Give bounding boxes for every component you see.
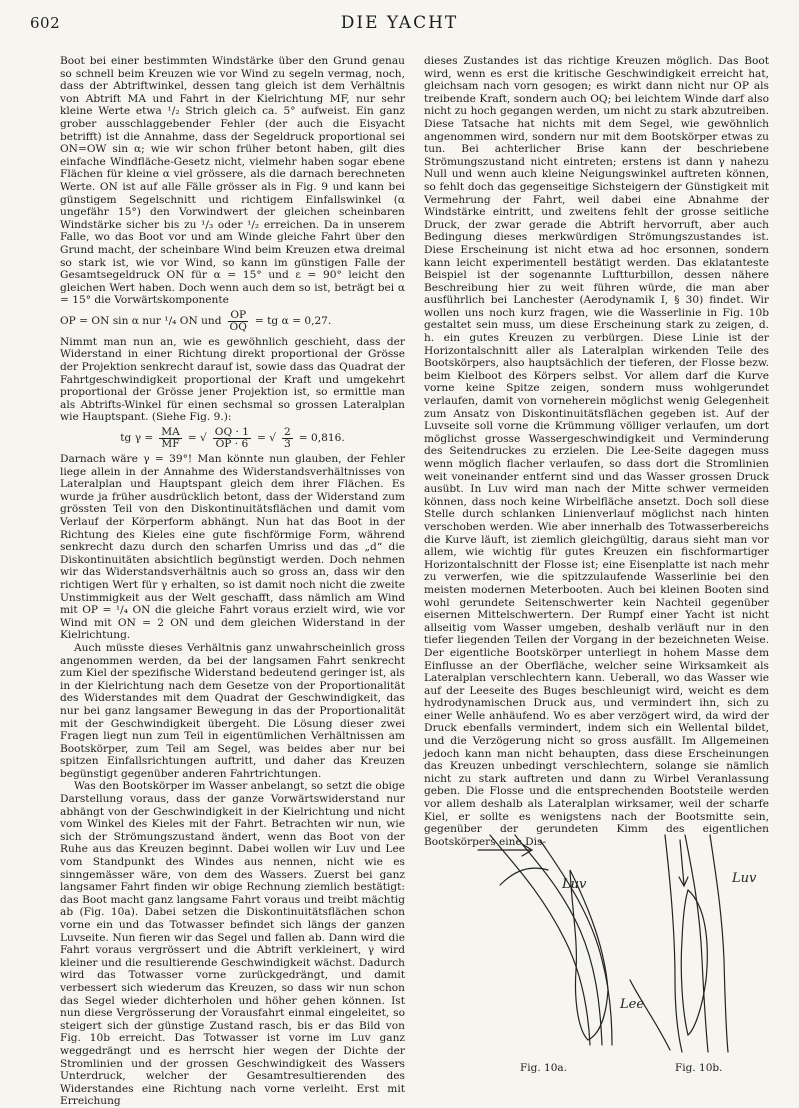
equation-text: = √: [257, 432, 276, 445]
streamline: [710, 835, 728, 1052]
running-head: DIE YACHT: [340, 13, 459, 33]
paragraph: Auch müsste dieses Verhältnis ganz unwahrscheinlich gross angenommen werden, da bei der langsamen Fahrt senkrecht zum Kiel der spezifische Widerstand bedeutend geringer ist, als in der Kielrichtung nach dem Gesetze von der Proportionalität des Widerstandes mit dem Quadrat der Geschwindigkeit, das nur bei ganz langsamer Bewegung in das der Proportionalität mit der Geschwindigkeit übergeht. Die Lösung dieser zwei Fragen liegt nun zum Teil in eigentümlichen Verhältnissen am Bootskörper, zum Teil am Segel, was beides aber nur bei spitzen Einfallsrichtungen auftritt, und daher das Kreuzen begünstigt gegenüber anderen Fahrtrichtungen.: [60, 641, 405, 780]
fraction-numerator: OQ · 1: [214, 426, 249, 439]
equation-text: OP = ON sin α nur ¹/₄ ON und: [60, 315, 222, 328]
streamline: [515, 835, 602, 1045]
fig-10b-drawing: [630, 835, 728, 1052]
caption-fig-10a: Fig. 10a.: [520, 1062, 567, 1074]
equation-fraction: [228, 310, 249, 333]
fraction-denominator: OP · 6: [215, 438, 249, 451]
flow-arrow: [680, 840, 684, 885]
paragraph: dieses Zustandes ist das richtige Kreuzen möglich. Das Boot wird, wenn es erst die kritische Geschwindigkeit erreicht hat, gleichsam nach vorn gesogen; es wirkt dann nicht nur OP als treibende Kraft, sondern auch OQ; bei leichtem Winde darf also nicht zu hoch gegangen werden, um nicht zu stark abzutreiben. Diese Tatsache hat nichts mit dem Segel, wie gewöhnlich angenommen wird, sondern nur mit dem Bootskörper etwas zu tun. Bei achterlicher Brise kann der beschriebene Strömungszustand nicht eintreten; erstens ist dann γ nahezu Null und wenn auch kleine Neigungswinkel auftreten können, so fehlt doch das gegenseitige Sichsteigern der Günstigkeit mit Vermehrung der Fahrt, weil dabei eine Abnahme der Windstärke eintritt, und zweitens fehlt der grosse seitliche Druck, der zwar gerade die Abtrift hervorruft, aber auch Bedingung dieses merkwürdigen Strömungszustandes ist. Diese Erscheinung ist nicht etwa ad hoc ersonnen, sondern kann leicht experimentell bestätigt werden. Das eklatanteste Beispiel ist der sogenannte Luftturbillon, dessen nähere Beschreibung hier zu weit führen würde, die man aber ausführlich bei Lanchester (Aerodynamik I, § 30) findet. Wir wollen uns noch kurz fragen, wie die Wasserlinie in Fig. 10b gestaltet sein muss, um diese Erscheinung stark zu zeigen, d. h. ein gutes Kreuzen zu verbürgen. Diese Linie ist der Horizontalschnitt aller als Lateralplan wirkenden Teile des Bootskörpers, also hauptsächlich der tieferen, der Flosse bezw. beim Kielboot des Körpers selbst. Vor allem darf die Kurve vorne keine Spitze zeigen, sondern muss wohlgerundet verlaufen, damit von vorneherein möglichst wenig Gelegenheit zum Ansatz von Diskontinuitätsflächen gegeben ist. Auf der Luvseite soll vorne die Krümmung völliger verlaufen, um dort möglichst grosse Wassergeschwindigkeit und Verminderung des Seitendruckes zu erzielen. Die Lee-Seite dagegen muss wenn möglich flacher verlaufen, so dass dort die Stromlinien weit voneinander entfernt sind und das Wasser grossen Druck ausübt. In Luv wird man nach der Mitte schwer vermeiden können, dass noch keine Wirbelfläche ansetzt. Doch soll diese Stelle durch schlanken Linienverlauf möglichst nach hinten verschoben werden. Wie aber innerhalb des Totwasserbereichs die Kurve läuft, ist ziemlich gleichgültig, daraus sieht man vor allem, wie wichtig für gutes Kreuzen ein fischformartiger Horizontalschnitt der Flosse ist; eine Eisenplatte ist nach mehr zu verwerfen, wie die spitzzulaufende Wasserlinie bei den meisten modernen Meterbooten. Auch bei kleinen Booten sind wohl gerundete Seitenschwerter kein Nachteil gegenüber eisernen Mittelschwertern. Der Rumpf einer Yacht ist nicht allseitig vom Wasser umgeben, deshalb verläuft nur in den tiefer liegenden Teilen der Vorgang in der bezeichneten Weise. Der eigentliche Bootskörper unterliegt in hohem Masse dem Einflusse an der Oberfläche, welcher seine Wirksamkeit als Lateralplan verschlechtern kann. Ueberall, wo das Wasser wie auf der Leeseite des Buges beschleunigt wird, weicht es dem hydrodynamischen Druck aus, und vermindert ihn, sich zu einer Welle anhäufend. Wo es aber verzögert wird, da wird der Druck ebenfalls vermindert, indem sich ein Wellental bildet, und die Verzögerung nicht so gross ausfällt. Im Allgemeinen jedoch kann man nicht behaupten, dass diese Erscheinungen das Kreuzen unbedingt verschlechtern, solange sie nämlich nicht zu stark auftreten und dann zu Wirbel Veranlassung geben. Die Flosse und die entsprechenden Bootsteile werden vor allem deshalb als Lateralplan wirksamer, weil der scharfe Kiel, er sollte es wenigstens nach der Bootsmitte sein, gegenüber der gerundeten Kimm des eigentlichen Bootskörpers eine Dis-: [424, 55, 769, 848]
equation-fraction: [213, 427, 251, 450]
fraction-numerator: MA: [161, 426, 180, 439]
equation-fraction: [159, 427, 182, 450]
page-number: 602: [30, 14, 61, 32]
label-luv-b: Luv: [732, 871, 757, 886]
fraction-numerator: 2: [284, 426, 291, 439]
fraction-denominator: 3: [284, 438, 291, 451]
paragraph: Nimmt man nun an, wie es gewöhnlich geschieht, dass der Widerstand in einer Richtung direkt proportional der Grösse der Projektion senkrecht darauf ist, sowie dass das Quadrat der Fahrtgeschwindigkeit proportional der Kraft und umgekehrt proportional der Grösse jener Projektion ist, so ermittle man als Abtrifts-Winkel für einen sechsmal so grossen Lateralplan wie Hauptspant. (Siehe Fig. 9.):: [60, 335, 405, 424]
paragraph: Boot bei einer bestimmten Windstärke über den Grund genau so schnell beim Kreuzen wie vor Wind zu segeln vermag, noch, dass der Abtriftwinkel, dessen tang gleich ist dem Verhältnis von Abtrift MA und Fahrt in der Kielrichtung MF, nur sehr kleine Werte etwa ¹/₂ Strich gleich ca. 5° aufweist. Ein ganz grober ausschlaggebender Fehler (der auch die Eisyacht betrifft) ist die Annahme, dass der Segeldruck proportional sei ON=OW sin α; wie wir schon früher betont haben, gilt dies einfache Windfläche-Gesetz nicht, vielmehr haben sogar ebene Flächen für kleine α viel grössere, als die darnach berechneten Werte. ON ist auf alle Fälle grösser als in Fig. 9 und kann bei günstigem Segelschnitt und richtigem Einfallswinkel (α ungefähr 15°) den Vorwindwert der gleichen scheinbaren Windstärke sicher bis zu ¹/₃ oder ¹/₂ erreichen. Da in unserem Falle, wo das Boot vor und am Winde gleiche Fahrt über den Grund macht, der scheinbare Wind beim Kreuzen etwa dreimal so stark ist, wie vor Wind, so kann im günstigen Falle der Gesamtsegeldruck ON für α = 15° und ε = 90° leicht den gleichen Wert haben. Doch wenn auch dem so ist, beträgt bei α = 15° die Vorwärtskomponente: [60, 55, 405, 307]
paragraph: Was den Bootskörper im Wasser anbelangt, so setzt die obige Darstellung voraus, dass der ganze Vorwärtswiderstand nur abhängt von der Geschwindigkeit in der Kielrichtung und nicht vom Winkel des Kieles mit der Fahrt. Betrachten wir nun, wie sich der Strömungszustand ändert, wenn das Boot von der Ruhe aus das Kreuzen beginnt. Dabei wollen wir Luv und Lee vom Standpunkt des Windes aus nennen, nicht wie es sinngemässer wäre, von dem des Wassers. Zuerst bei ganz langsamer Fahrt finden wir obige Rechnung ziemlich bestätigt: das Boot macht ganz langsame Fahrt voraus und treibt mächtig ab (Fig. 10a). Dabei setzen die Diskontinuitätsflächen schon vorne ein und das Totwasser befindet sich längs der ganzen Luvseite. Nun fieren wir das Segel und fallen ab. Dann wird die Fahrt voraus vergrössert und die Abtrift verkleinert, γ wird kleiner und die resultierende Geschwindigkeit wächst. Dadurch wird das Totwasser vorne zurückgedrängt, und damit verbessert sich wiederum das Kreuzen, so dass wir nun schon das Segel wieder dichterholen und höher gehen können. Ist nun diese Vergrösserung der Vorausfahrt einmal eingeleitet, so steigert sich der günstige Zustand rasch, bis er das Bild von Fig. 10b erreicht. Das Totwasser ist vorne im Luv ganz weggedrängt und es herrscht hier wegen der Dichte der Stromlinien und der grossen Geschwindigkeit des Wassers Unterdruck, welcher der Gesamtresultierenden des Widerstandes eine Richtung nach vorne verleiht. Erst mit Erreichung: [60, 780, 405, 1108]
equation-op: [60, 310, 405, 333]
equation-text: tg γ =: [120, 432, 154, 445]
caption-fig-10b: Fig. 10b.: [675, 1062, 723, 1074]
streamline: [665, 835, 682, 1052]
hull-outline: [681, 890, 707, 1035]
fraction-denominator: MF: [161, 438, 180, 451]
paragraph: Darnach wäre γ = 39°! Man könnte nun glauben, der Fehler liege allein in der Annahme des Widerstandsverhältnisses von Lateralplan und Hauptspant gleich dem ihrer Flächen. Es wurde ja früher ausdrücklich betont, dass der Widerstand zum grössten Teil von den Diskontinuitätsflächen und damit vom Verlauf der Körperform abhängt. Nun hat das Boot in der Richtung des Kieles eine gute fischförmige Form, während senkrecht dazu durch den scharfen Umriss und das „d“ die Diskontinuitäten absichtlich begünstigt werden. Doch nehmen wir das Widerstandsverhältnis auch so gross an, dass wir den richtigen Wert für γ erhalten, so ist damit noch nicht die zweite Unstimmigkeit aus der Welt geschafft, dass nämlich am Wind mit OP = ¹/₄ ON die gleiche Fahrt voraus erzielt wird, wie vor Wind mit ON = 2 ON und dem gleichen Widerstand in der Kielrichtung.: [60, 453, 405, 642]
figure-10: [470, 830, 780, 1080]
equation-text: = tg α = 0,27.: [254, 315, 332, 328]
label-lee: Lee: [620, 997, 645, 1012]
fig-10a-drawing: [478, 835, 612, 1045]
equation-text: = √: [187, 432, 207, 445]
equation-text: = 0,816.: [298, 432, 345, 445]
label-luv-a: Luv: [562, 877, 587, 892]
lee-streamline: [630, 980, 670, 1050]
left-column: [60, 55, 405, 1108]
right-column: [424, 55, 769, 848]
fraction-denominator: OQ: [229, 320, 247, 333]
equation-fraction: [282, 427, 293, 450]
fraction-numerator: OP: [230, 308, 247, 321]
equation-tg-gamma: [60, 427, 405, 450]
figure-10-drawings: [470, 830, 780, 1055]
